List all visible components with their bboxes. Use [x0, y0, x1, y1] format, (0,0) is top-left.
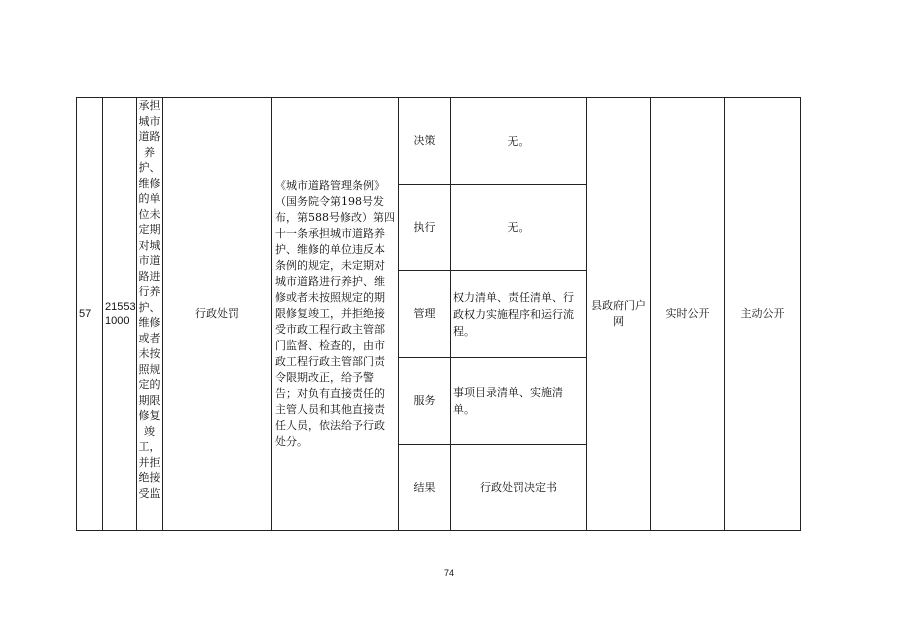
stage-content: 无。: [451, 185, 587, 271]
stage-link: 管理: [399, 271, 451, 358]
stage-content: 无。: [451, 98, 587, 185]
stage-link: 决策: [399, 98, 451, 185]
item-category: 行政处罚: [163, 98, 272, 531]
item-name: 承担城市道路养护、维修的单位未定期对城市道路进行养护、维修或者未按照规定的期限修复竣工，并拒绝接受监: [137, 98, 163, 531]
stage-link: 服务: [399, 358, 451, 445]
disclosure-channel: 县政府门户网: [587, 98, 651, 531]
item-code: 215531000: [103, 98, 137, 531]
row-number: 57: [77, 98, 103, 531]
table-row: [77, 98, 801, 185]
stage-content: 权力清单、责任清单、行政权力实施程序和运行流程。: [451, 271, 587, 358]
stage-link: 结果: [399, 445, 451, 531]
page-number: 74: [443, 568, 454, 578]
stage-content: 事项目录清单、实施清单。: [451, 358, 587, 445]
legal-basis: 《城市道路管理条例》（国务院令第198号发布，第588号修改）第四十一条承担城市道路养护、维修的单位违反本条例的规定，未定期对城市道路进行养护、维修或者未按照规定的期限修复竣工，并拒绝接受市政工程行政主管部门监督、检查的，由市政工程行政主管部门责令限期改正，给予警告；对负有直接责任的主管人员和其他直接责任人员，依法给予行政处分。: [272, 98, 399, 531]
disclosure-table: [76, 97, 801, 531]
disclosure-mode: 主动公开: [725, 98, 801, 531]
stage-content: 行政处罚决定书: [451, 445, 587, 531]
disclosure-time: 实时公开: [651, 98, 725, 531]
stage-link: 执行: [399, 185, 451, 271]
